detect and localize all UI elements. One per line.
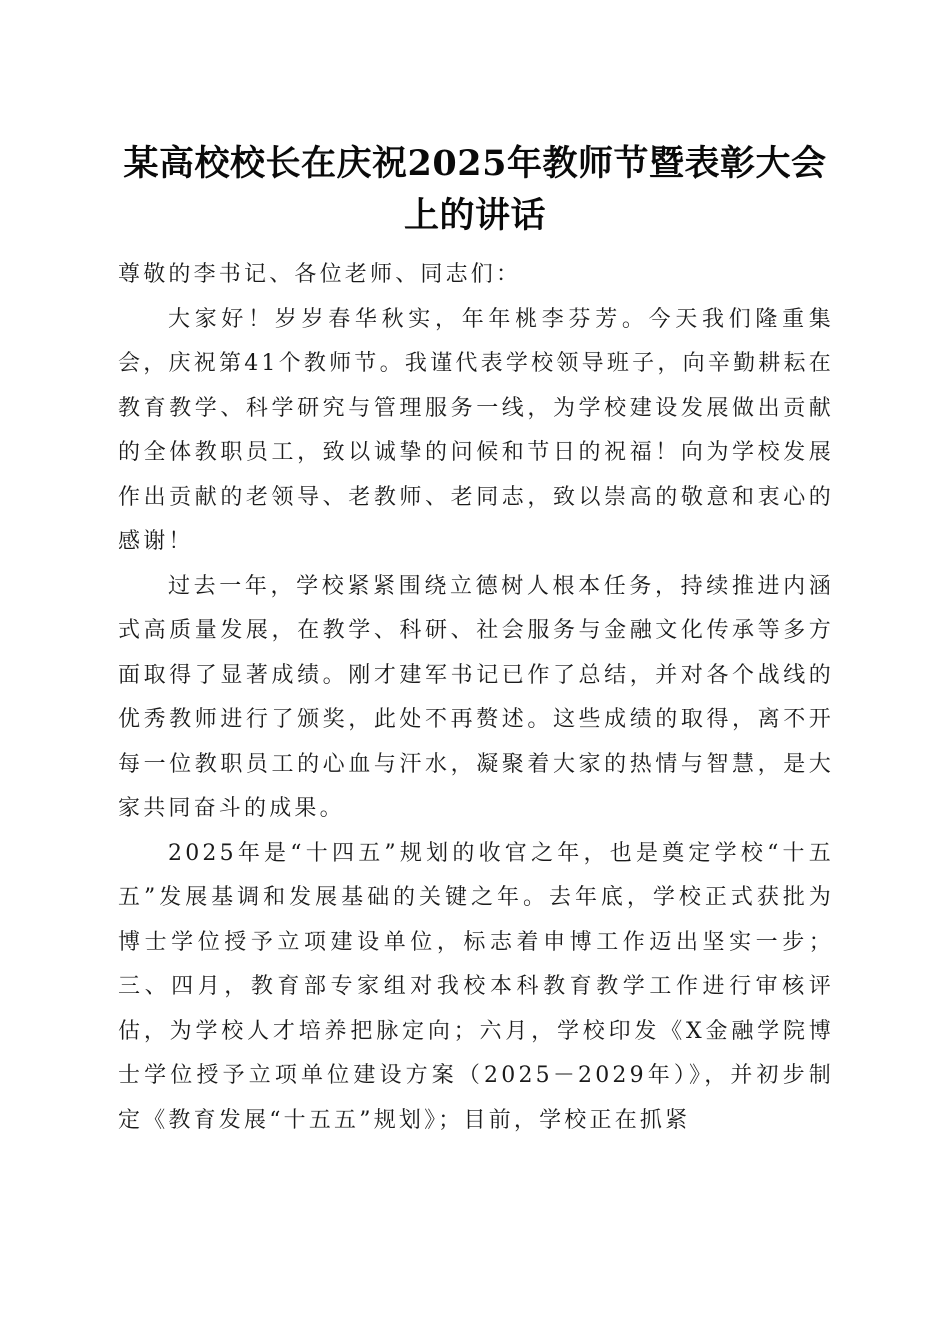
title-line-1: 某高校校长在庆祝2025年教师节暨表彰大会 [123,143,827,184]
paragraph-plans: 2025年是“十四五”规划的收官之年，也是奠定学校“十五五”发展基调和发展基础的关键之年。去年底，学校正式获批为博士学位授予立项建设单位，标志着申博工作迈出坚实一步；三、四月，教育部专家组对我校本科教育教学工作进行审核评估，为学校人才培养把脉定向；六月，学校印发《X金融学院博士学位授予立项单位建设方案（2025－2029年）》，并初步制定《教育发展“十五五”规划》；目前，学校正在抓紧 [118,840,834,1133]
salutation: 尊敬的李书记、各位老师、同志们： [118,262,522,287]
paragraph-opening: 大家好！岁岁春华秋实，年年桃李芬芳。今天我们隆重集会，庆祝第41个教师节。我谨代表学校领导班子，向辛勤耕耘在教育教学、科学研究与管理服务一线，为学校建设发展做出贡献的全体教职员工，致以诚挚的问候和节日的祝福！向为学校发展作出贡献的老领导、老教师、老同志，致以崇高的敬意和衷心的感谢！ [118,306,834,554]
paragraph-achievements: 过去一年，学校紧紧围绕立德树人根本任务，持续推进内涵式高质量发展，在教学、科研、社会服务与金融文化传承等多方面取得了显著成绩。刚才建军书记已作了总结，并对各个战线的优秀教师进行了颁奖，此处不再赘述。这些成绩的取得，离不开每一位教职员工的心血与汗水，凝聚着大家的热情与智慧，是大家共同奋斗的成果。 [118,573,834,821]
document-title [110,138,840,242]
document-body [118,253,834,1143]
title-line-2: 上的讲话 [403,195,546,236]
